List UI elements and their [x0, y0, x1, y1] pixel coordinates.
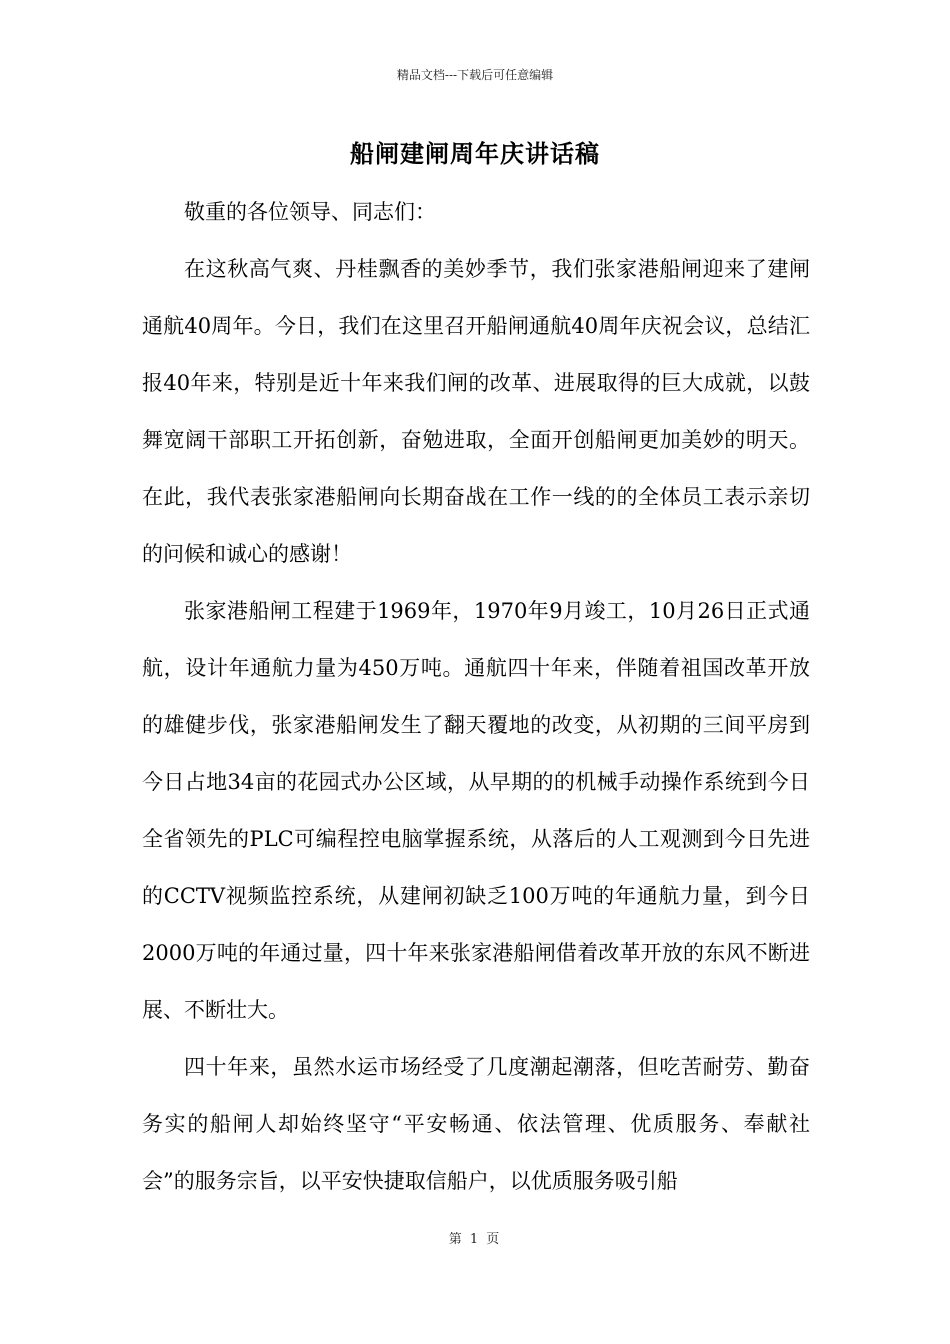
body-paragraph: 张家港船闸工程建于1969年，1970年9月竣工，10月26日正式通航，设计年通航力量为450万吨。通航四十年来，伴随着祖国改革开放的雄健步伐，张家港船闸发生了翻天覆地的改变，从初期的三间平房到今日占地34亩的花园式办公区域，从早期的的机械手动操作系统到今日全省领先的PLC可编程控电脑掌握系统，从落后的人工观测到今日先进的CCTV视频监控系统，从建闸初缺乏100万吨的年通航力量，到今日2000万吨的年通过量，四十年来张家港船闸借着改革开放的东风不断进展、不断壮大。	[142, 599, 810, 1022]
document-title: 船闸建闸周年庆讲话稿	[350, 139, 600, 168]
salutation-paragraph: 敬重的各位领导、同志们：	[184, 200, 436, 224]
body-paragraph: 在这秋高气爽、丹桂飘香的美妙季节，我们张家港船闸迎来了建闸通航40周年。今日，我们在这里召开船闸通航40周年庆祝会议，总结汇报40年来，特别是近十年来我们闸的改革、进展取得的巨大成就，以鼓舞宽阔干部职工开拓创新，奋勉进取，全面开创船闸更加美妙的明天。在此，我代表张家港船闸向长期奋战在工作一线的的全体员工表示亲切的问候和诚心的感谢！	[142, 257, 810, 566]
page-number: 第 1 页	[448, 1232, 502, 1247]
header-note: 精品文档---下载后可任意编辑	[396, 68, 554, 82]
body-paragraph: 四十年来，虽然水运市场经受了几度潮起潮落，但吃苦耐劳、勤奋务实的船闸人却始终坚守“平安畅通、依法管理、优质服务、奉献社会”的服务宗旨，以平安快捷取信船户，以优质服务吸引船	[142, 1055, 810, 1193]
document-body	[142, 184, 810, 1210]
